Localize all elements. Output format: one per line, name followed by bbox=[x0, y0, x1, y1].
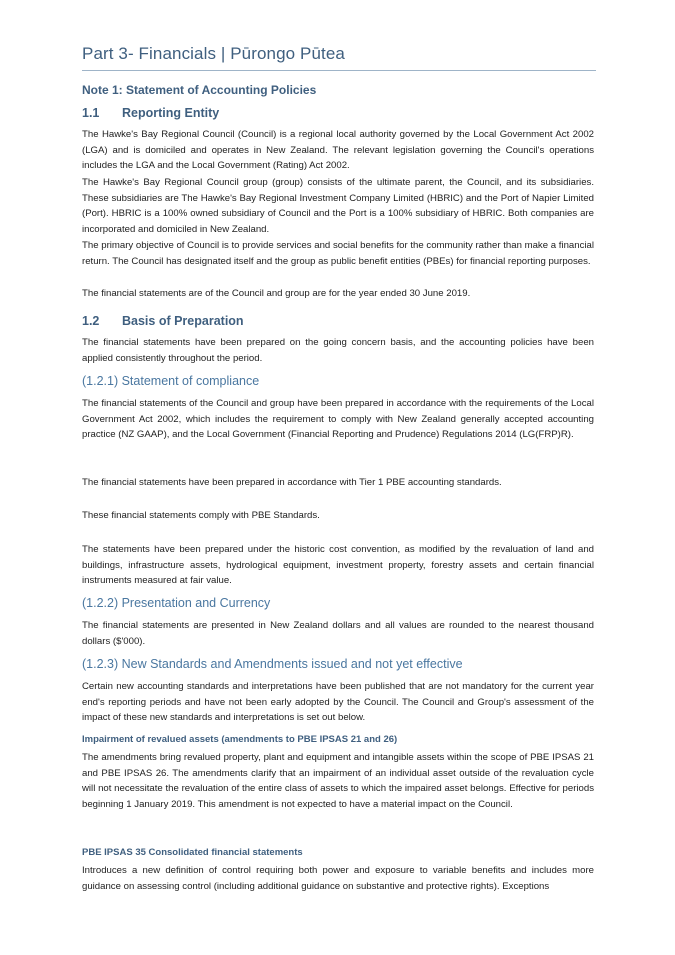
paragraph-basis-1: The financial statements have been prepared on the going concern basis, and the accounting policies have been applied consistently throughout the period. bbox=[82, 337, 594, 364]
section-title: Reporting Entity bbox=[122, 106, 220, 120]
title-divider bbox=[82, 70, 596, 71]
section-heading-1-2 bbox=[82, 314, 244, 328]
section-number: 1.2 bbox=[82, 314, 100, 328]
section-title: Basis of Preparation bbox=[122, 314, 244, 328]
paragraph-reporting-entity-3: The primary objective of Council is to provide services and social benefits for the community rather than make a financial return. The Council has designated itself and the group as public benefit entities (PBEs) for financial reporting purposes. bbox=[82, 240, 594, 267]
note-heading: Note 1: Statement of Accounting Policies bbox=[82, 83, 317, 97]
section-number: 1.1 bbox=[82, 106, 100, 120]
section-heading-1-1 bbox=[82, 106, 219, 120]
paragraph-currency-1: The financial statements are presented in New Zealand dollars and all values are rounded to the nearest thousand dollars ($'000). bbox=[82, 620, 594, 647]
paragraph-ipsas35-1: Introduces a new definition of control requiring both power and exposure to variable benefits and includes more guidance on assessing control (including additional guidance on substantive and protective rights). Exceptions bbox=[82, 865, 594, 892]
page-title: Part 3- Financials | Pūrongo Pūtea bbox=[82, 44, 345, 63]
subsection-heading-1-2-1: (1.2.1) Statement of compliance bbox=[82, 374, 260, 388]
paragraph-compliance-3: These financial statements comply with PBE Standards. bbox=[82, 510, 320, 521]
paragraph-new-standards-1: Certain new accounting standards and interpretations have been published that are not mandatory for the current year end's reporting periods and have not been early adopted by the Council. The Council and Group's assessment of the impact of these new standards and interpretations is set out below. bbox=[82, 681, 594, 723]
impairment-heading: Impairment of revalued assets (amendments to PBE IPSAS 21 and 26) bbox=[82, 734, 398, 745]
paragraph-reporting-entity-1: The Hawke's Bay Regional Council (Council) is a regional local authority governed by the Local Government Act 2002 (LGA) and is domiciled and operates in New Zealand. The relevant legislation governing the Council's operations includes the LGA and the Local Government (Rating) Act 2002. bbox=[82, 129, 594, 171]
ipsas35-heading: PBE IPSAS 35 Consolidated financial statements bbox=[82, 847, 303, 858]
paragraph-compliance-4: The statements have been prepared under the historic cost convention, as modified by the revaluation of land and buildings, infrastructure assets, hydrological equipment, investment property, forestry assets and certain financial instruments measured at fair value. bbox=[82, 544, 594, 586]
subsection-heading-1-2-2: (1.2.2) Presentation and Currency bbox=[82, 596, 271, 610]
paragraph-reporting-entity-4: The financial statements are of the Council and group are for the year ended 30 June 2019. bbox=[82, 288, 471, 299]
paragraph-compliance-2: The financial statements have been prepared in accordance with Tier 1 PBE accounting standards. bbox=[82, 477, 502, 488]
paragraph-reporting-entity-2: The Hawke's Bay Regional Council group (group) consists of the ultimate parent, the Council, and its subsidiaries. These subsidiaries are The Hawke's Bay Regional Investment Company Limited (HBRIC) and the Port of Napier Limited (Port). HBRIC is a 100% owned subsidiary of Council and the Port is a 100% subsidiary of HBRIC. Both companies are incorporated and domiciled in New Zealand. bbox=[82, 177, 594, 235]
paragraph-impairment-1: The amendments bring revalued property, plant and equipment and intangible assets within the scope of PBE IPSAS 21 and PBE IPSAS 26. The amendments clarify that an impairment of an individual asset outside of the revaluation cycle will not necessitate the revaluation of the entire class of assets to which the impaired asset belongs. Effective for periods beginning 1 January 2019. This amendment is not expected to have a material impact on the Council. bbox=[82, 752, 594, 810]
subsection-heading-1-2-3: (1.2.3) New Standards and Amendments issued and not yet effective bbox=[82, 657, 463, 671]
paragraph-compliance-1: The financial statements of the Council and group have been prepared in accordance with the requirements of the Local Government Act 2002, which includes the requirement to comply with New Zealand generally accepted accounting practice (NZ GAAP), and the Local Government (Financial Reporting and Prudence) Regulations 2014 (LG(FRP)R). bbox=[82, 398, 594, 440]
